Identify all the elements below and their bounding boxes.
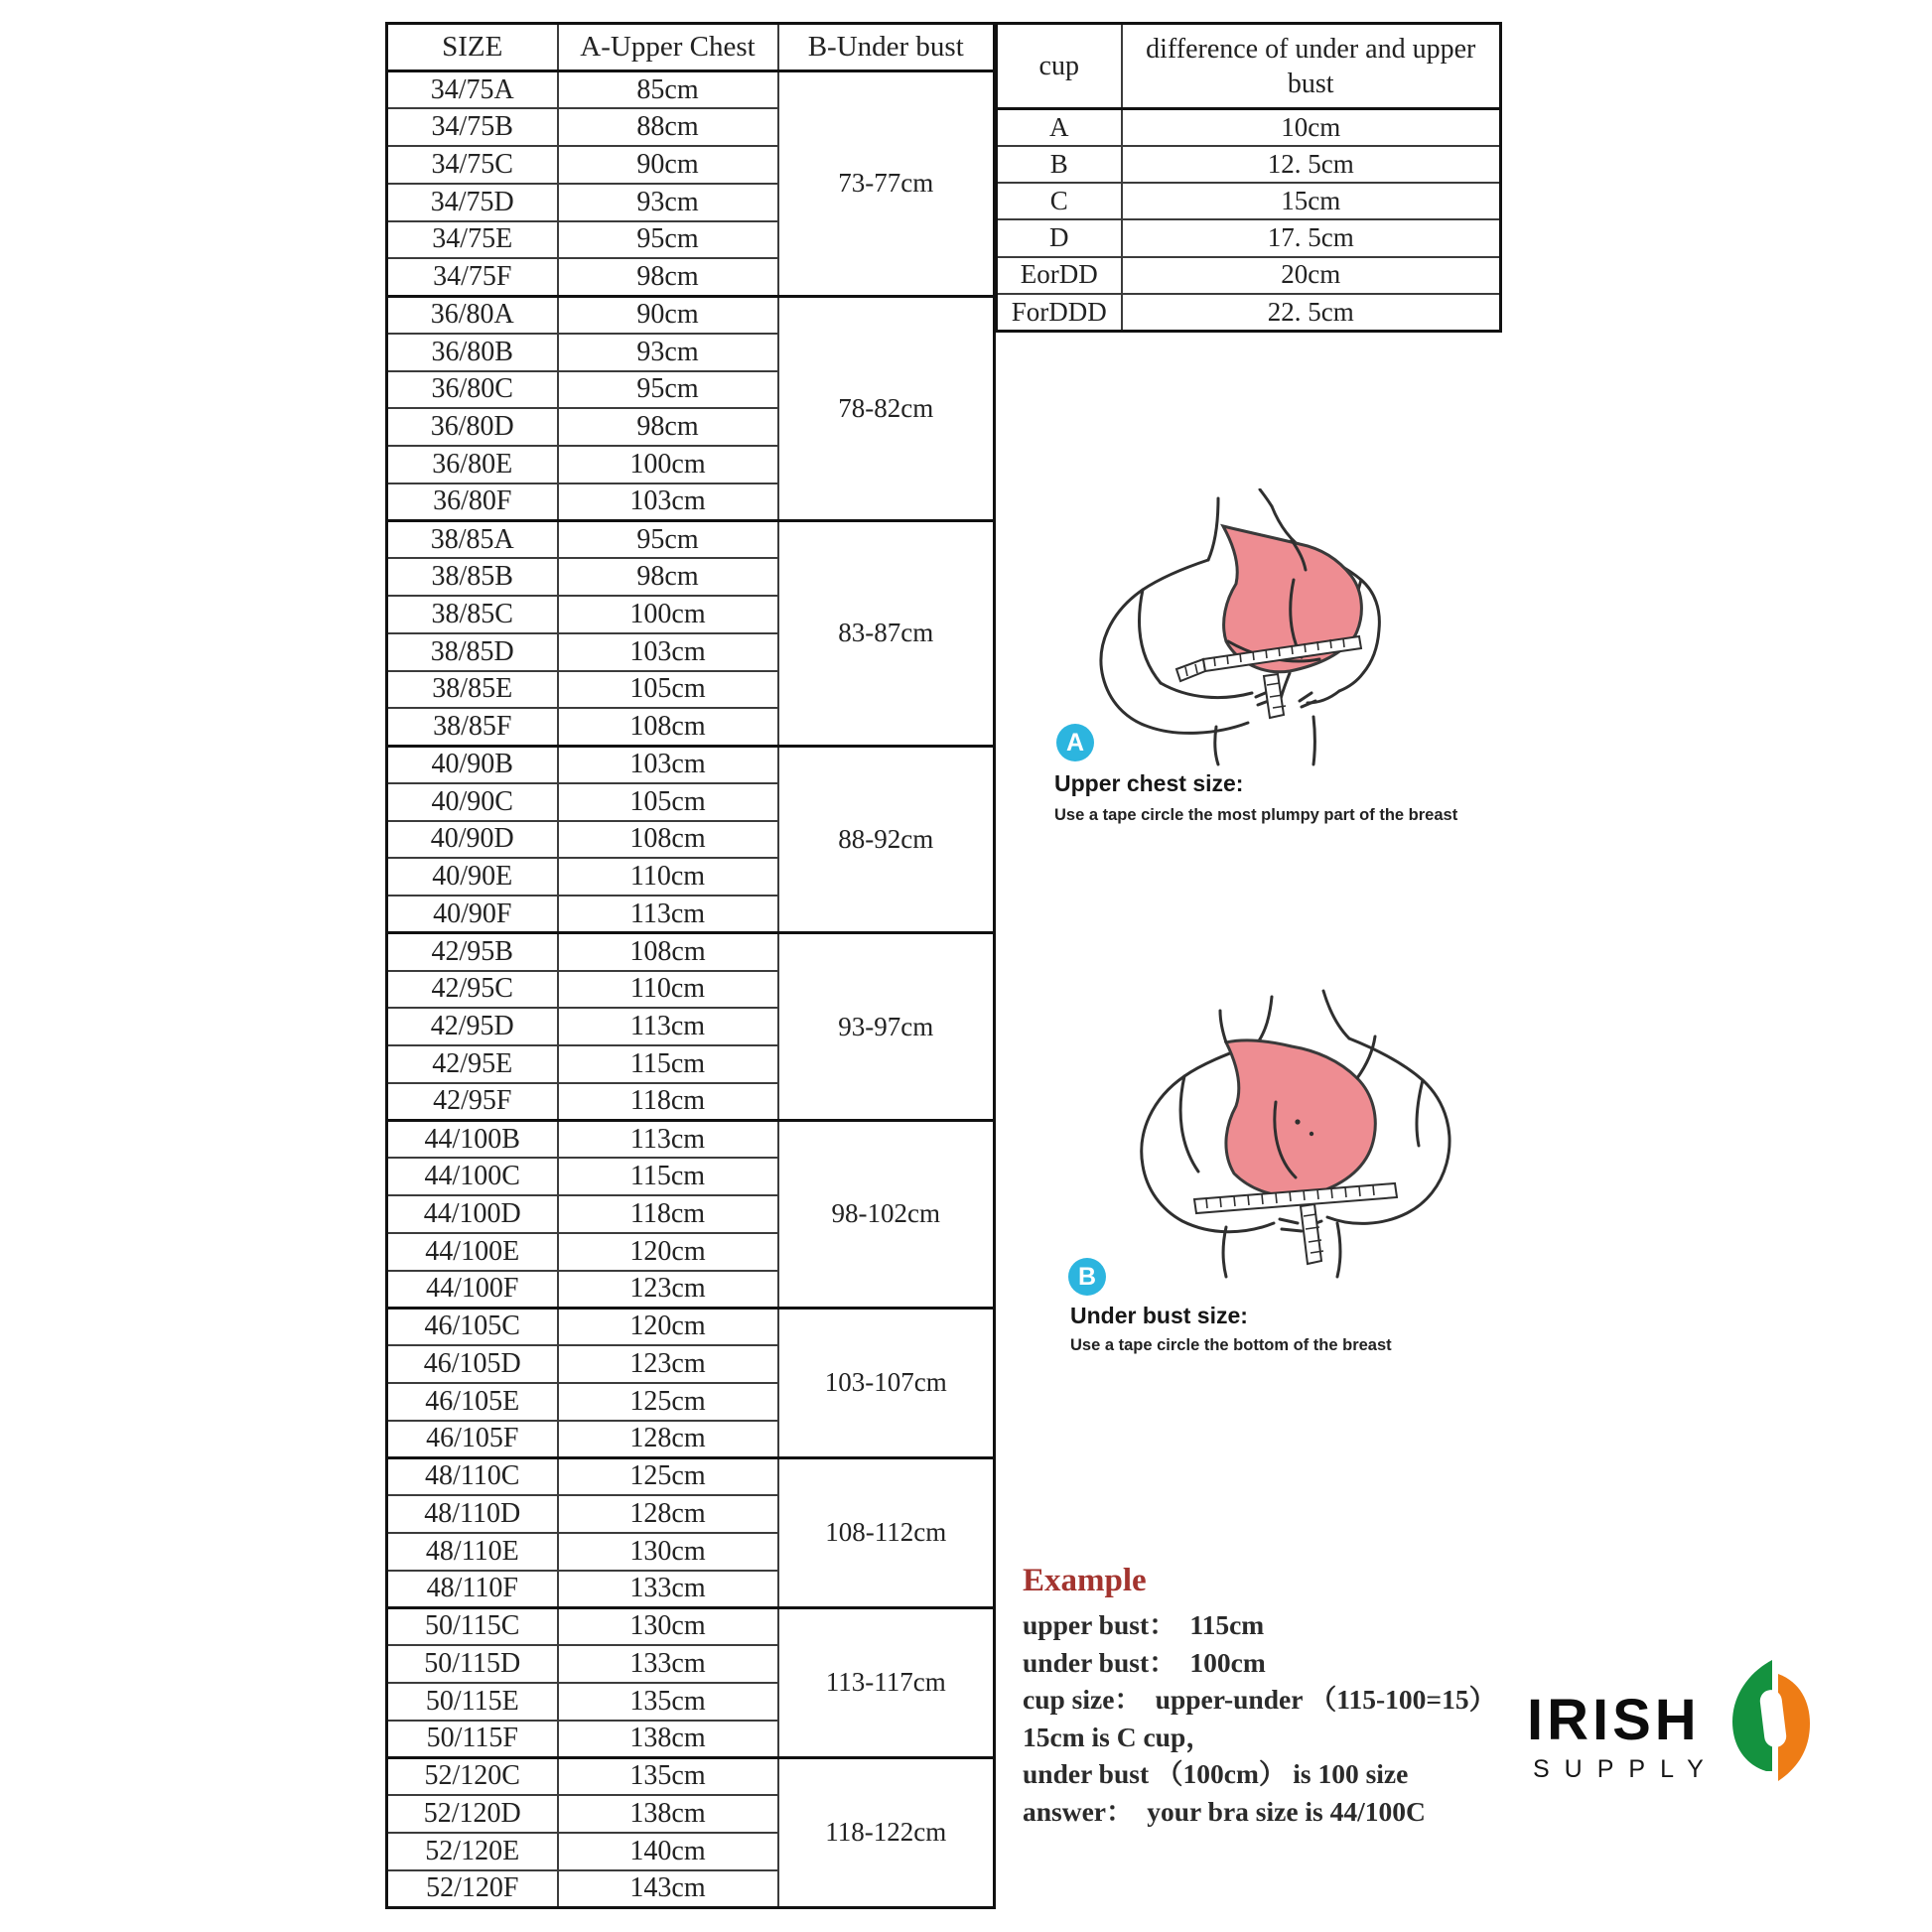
cup-row (997, 294, 1501, 331)
example-title: Example (1023, 1563, 1147, 1598)
upper-chest-cell: 133cm (558, 1645, 778, 1683)
size-cell: 50/115C (387, 1607, 558, 1645)
cup-cell: B (997, 146, 1122, 183)
size-cell: 38/85F (387, 708, 558, 746)
cup-cell: ForDDD (997, 294, 1122, 331)
size-cell: 44/100B (387, 1121, 558, 1159)
upper-chest-cell: 95cm (558, 371, 778, 409)
size-cell: 52/120D (387, 1795, 558, 1833)
size-cell: 50/115E (387, 1683, 558, 1721)
size-cell: 42/95B (387, 933, 558, 971)
upper-chest-measure-illustration (1077, 488, 1544, 776)
upper-chest-cell: 108cm (558, 821, 778, 859)
difference-cell: 10cm (1122, 109, 1501, 146)
col-header-size: SIZE (387, 24, 558, 71)
upper-chest-cell: 135cm (558, 1757, 778, 1795)
upper-chest-cell: 90cm (558, 146, 778, 184)
upper-chest-cell: 98cm (558, 408, 778, 446)
upper-chest-cell: 140cm (558, 1833, 778, 1870)
upper-chest-cell: 135cm (558, 1683, 778, 1721)
size-cell: 48/110E (387, 1533, 558, 1571)
upper-chest-cell: 115cm (558, 1158, 778, 1195)
size-cell: 38/85C (387, 596, 558, 633)
upper-chest-cell: 130cm (558, 1533, 778, 1571)
size-row (387, 521, 995, 559)
upper-chest-cell: 98cm (558, 258, 778, 296)
upper-chest-cell: 85cm (558, 71, 778, 109)
difference-cell: 12. 5cm (1122, 146, 1501, 183)
difference-cell: 20cm (1122, 257, 1501, 294)
size-cell: 38/85D (387, 633, 558, 671)
under-bust-range-cell: 88-92cm (778, 746, 995, 933)
size-row (387, 1457, 995, 1495)
size-cell: 40/90D (387, 821, 558, 859)
size-cell: 34/75F (387, 258, 558, 296)
size-chart-table (385, 22, 996, 1909)
example-line: 15cm is C cup， (1023, 1721, 1213, 1752)
size-cell: 36/80D (387, 408, 558, 446)
irish-supply-logo (1527, 1690, 1816, 1783)
size-row (387, 296, 995, 334)
size-row (387, 746, 995, 783)
cup-row (997, 146, 1501, 183)
size-cell: 34/75D (387, 184, 558, 221)
cup-cell: D (997, 219, 1122, 256)
upper-chest-cell: 130cm (558, 1607, 778, 1645)
upper-chest-cell: 95cm (558, 221, 778, 259)
upper-chest-cell: 113cm (558, 896, 778, 933)
under-bust-range-cell: 73-77cm (778, 71, 995, 297)
size-cell: 52/120F (387, 1870, 558, 1908)
under-bust-range-cell: 98-102cm (778, 1121, 995, 1309)
upper-chest-cell: 103cm (558, 746, 778, 783)
example-line: under bust （100cm） is 100 size (1023, 1758, 1409, 1790)
size-cell: 38/85B (387, 558, 558, 596)
upper-chest-cell: 88cm (558, 108, 778, 146)
size-cell: 46/105F (387, 1421, 558, 1458)
under-bust-range-cell: 103-107cm (778, 1308, 995, 1457)
upper-chest-cell: 115cm (558, 1045, 778, 1083)
under-bust-range-cell: 93-97cm (778, 933, 995, 1121)
cup-row (997, 257, 1501, 294)
size-cell: 40/90E (387, 858, 558, 896)
cup-difference-table (995, 22, 1502, 333)
upper-chest-cell: 110cm (558, 971, 778, 1009)
upper-chest-cell: 100cm (558, 596, 778, 633)
logo-text (1527, 1690, 1719, 1783)
size-cell: 50/115F (387, 1721, 558, 1758)
upper-chest-cell: 95cm (558, 521, 778, 559)
size-cell: 34/75A (387, 71, 558, 109)
size-cell: 48/110C (387, 1457, 558, 1495)
upper-chest-cell: 123cm (558, 1345, 778, 1383)
upper-chest-cell: 110cm (558, 858, 778, 896)
size-cell: 40/90C (387, 783, 558, 821)
upper-chest-cell: 108cm (558, 933, 778, 971)
cup-row (997, 219, 1501, 256)
size-row (387, 1757, 995, 1795)
upper-chest-cell: 93cm (558, 334, 778, 371)
size-row (387, 1121, 995, 1159)
logo-leaf-icon (1725, 1658, 1816, 1783)
under-bust-range-cell: 78-82cm (778, 296, 995, 521)
upper-chest-cell: 103cm (558, 633, 778, 671)
size-cell: 48/110D (387, 1495, 558, 1533)
upper-chest-cell: 128cm (558, 1421, 778, 1458)
upper-chest-cell: 113cm (558, 1008, 778, 1045)
badge-a: A (1056, 724, 1094, 761)
under-bust-title: Under bust size: (1070, 1303, 1248, 1328)
upper-chest-cell: 128cm (558, 1495, 778, 1533)
logo-sub-text: SUPPLY (1533, 1755, 1719, 1783)
example-line: under bust： 100cm (1023, 1646, 1266, 1678)
upper-chest-cell: 138cm (558, 1721, 778, 1758)
logo-brand-text: IRISH (1527, 1688, 1701, 1752)
under-bust-range-cell: 108-112cm (778, 1457, 995, 1607)
under-bust-measure-illustration (1077, 983, 1544, 1281)
upper-chest-cell: 103cm (558, 483, 778, 521)
example-line: answer： your bra size is 44/100C (1023, 1795, 1426, 1827)
size-cell: 46/105E (387, 1383, 558, 1421)
upper-chest-title: Upper chest size: (1054, 770, 1244, 796)
upper-chest-cell: 100cm (558, 446, 778, 483)
size-row (387, 933, 995, 971)
upper-chest-cell: 105cm (558, 783, 778, 821)
size-table-header-row (387, 24, 995, 71)
cup-cell: A (997, 109, 1122, 146)
cup-row (997, 109, 1501, 146)
upper-chest-cell: 118cm (558, 1083, 778, 1121)
size-cell: 40/90F (387, 896, 558, 933)
upper-chest-cell: 143cm (558, 1870, 778, 1908)
upper-chest-cell: 123cm (558, 1271, 778, 1309)
cup-row (997, 183, 1501, 219)
size-cell: 36/80C (387, 371, 558, 409)
size-cell: 36/80F (387, 483, 558, 521)
size-cell: 44/100F (387, 1271, 558, 1309)
size-cell: 36/80B (387, 334, 558, 371)
upper-chest-cell: 105cm (558, 671, 778, 709)
upper-chest-cell: 125cm (558, 1457, 778, 1495)
size-cell: 42/95E (387, 1045, 558, 1083)
size-cell: 46/105D (387, 1345, 558, 1383)
under-bust-caption: Use a tape circle the bottom of the breast (1070, 1336, 1392, 1354)
size-cell: 44/100C (387, 1158, 558, 1195)
under-bust-range-cell: 113-117cm (778, 1607, 995, 1757)
size-cell: 34/75E (387, 221, 558, 259)
size-cell: 38/85A (387, 521, 558, 559)
size-cell: 42/95D (387, 1008, 558, 1045)
upper-chest-caption: Use a tape circle the most plumpy part of the breast (1054, 806, 1458, 824)
cup-cell: EorDD (997, 257, 1122, 294)
size-cell: 38/85E (387, 671, 558, 709)
size-cell: 40/90B (387, 746, 558, 783)
size-row (387, 1308, 995, 1345)
col-header-difference: difference of under and upper bust (1122, 24, 1501, 109)
size-row (387, 71, 995, 109)
col-header-upper-chest: A-Upper Chest (558, 24, 778, 71)
size-cell: 36/80E (387, 446, 558, 483)
size-cell: 46/105C (387, 1308, 558, 1345)
size-cell: 44/100E (387, 1233, 558, 1271)
under-bust-range-cell: 118-122cm (778, 1757, 995, 1907)
upper-chest-cell: 113cm (558, 1121, 778, 1159)
upper-chest-cell: 118cm (558, 1195, 778, 1233)
under-bust-range-cell: 83-87cm (778, 521, 995, 747)
upper-chest-cell: 93cm (558, 184, 778, 221)
size-cell: 50/115D (387, 1645, 558, 1683)
upper-chest-cell: 108cm (558, 708, 778, 746)
size-cell: 42/95C (387, 971, 558, 1009)
size-cell: 52/120E (387, 1833, 558, 1870)
size-cell: 48/110F (387, 1571, 558, 1608)
size-cell: 34/75C (387, 146, 558, 184)
col-header-cup: cup (997, 24, 1122, 109)
example-line: upper bust： 115cm (1023, 1609, 1265, 1640)
size-cell: 36/80A (387, 296, 558, 334)
upper-chest-cell: 133cm (558, 1571, 778, 1608)
upper-chest-cell: 138cm (558, 1795, 778, 1833)
size-row (387, 1607, 995, 1645)
badge-b: B (1068, 1258, 1106, 1296)
cup-cell: C (997, 183, 1122, 219)
upper-chest-cell: 90cm (558, 296, 778, 334)
upper-chest-cell: 120cm (558, 1308, 778, 1345)
upper-chest-cell: 120cm (558, 1233, 778, 1271)
size-cell: 44/100D (387, 1195, 558, 1233)
size-cell: 52/120C (387, 1757, 558, 1795)
difference-cell: 15cm (1122, 183, 1501, 219)
difference-cell: 22. 5cm (1122, 294, 1501, 331)
upper-chest-cell: 125cm (558, 1383, 778, 1421)
upper-chest-cell: 98cm (558, 558, 778, 596)
size-cell: 34/75B (387, 108, 558, 146)
example-line: cup size： upper-under （115-100=15） (1023, 1684, 1497, 1716)
col-header-under-bust: B-Under bust (778, 24, 995, 71)
difference-cell: 17. 5cm (1122, 219, 1501, 256)
size-cell: 42/95F (387, 1083, 558, 1121)
cup-table-header-row (997, 24, 1501, 109)
